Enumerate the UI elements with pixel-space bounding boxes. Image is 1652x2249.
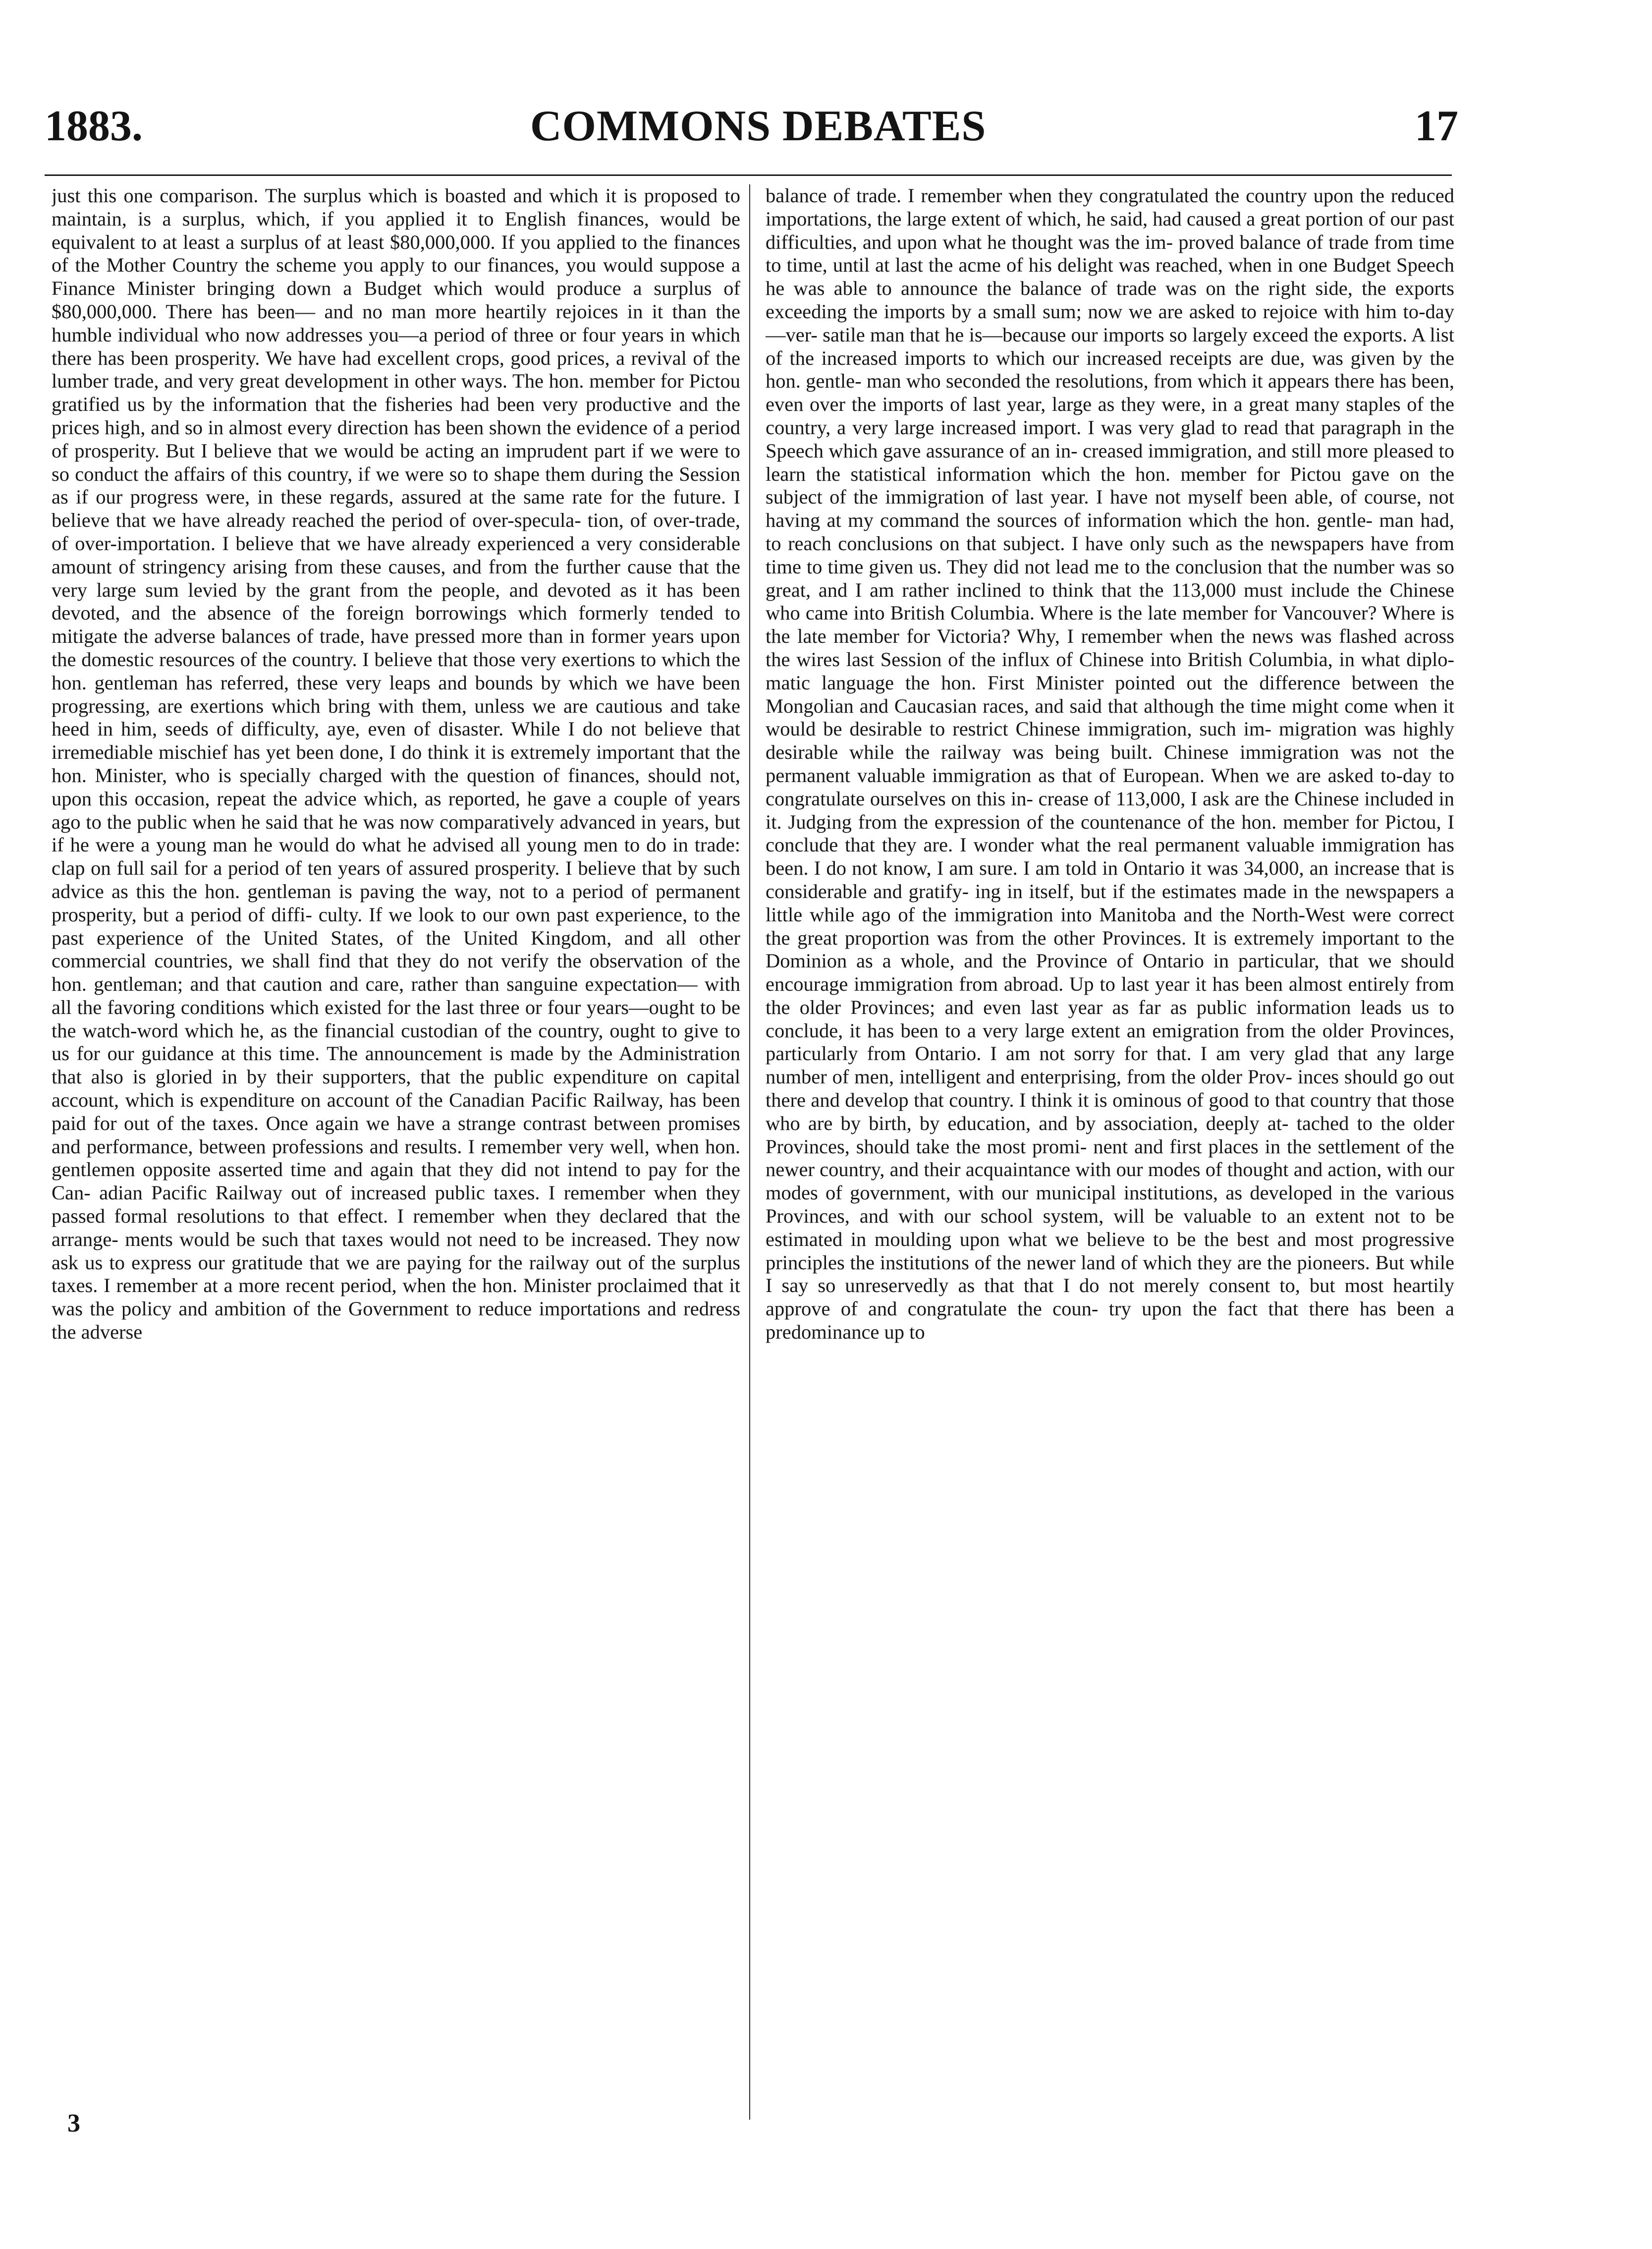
header-page-number: 17 <box>1415 102 1458 150</box>
signature-mark: 3 <box>67 2109 80 2137</box>
left-column <box>52 184 740 2127</box>
right-column-text: balance of trade. I remember when they congratulated the country upon the reduced importations, the large extent of which, he said, had caused a great portion of our past difficulties, and upon what he thought was the im- proved balance of trade from time to time, until at last the acme of his delight was reached, when in one Budget Speech he was able to announce the balance of trade was on the right side, the exports exceeding the imports by a small sum; now we are asked to rejoice with him to-day—ver- satile man that he is—because our imports so largely exceed the exports. A list of the increased imports to which our increased receipts are due, was given by the hon. gentle- man who seconded the resolutions, from which it appears there has been, even over the imports of last year, large as they were, in a great many staples of the country, a very large increased import. I was very glad to read that paragraph in the Speech which gave assurance of an in- creased immigration, and still more pleased to learn the statistical information which the hon. member for Pictou gave on the subject of the immigration of last year. I have not myself been able, of course, not having at my command the sources of information which the hon. gentle- man had, to reach conclusions on that subject. I have only such as the newspapers have from time to time given us. They did not lead me to the conclusion that the number was so great, and I am rather inclined to think that the 113,000 must include the Chinese who came into British Columbia. Where is the late member for Vancouver? Where is the late member for Victoria? Why, I remember when the news was flashed across the wires last Session of the influx of Chinese into British Columbia, in what diplo- matic language the hon. First Minister pointed out the difference between the Mongolian and Caucasian races, and said that although the time might come when it would be desirable to restrict Chinese immigration, such im- migration was highly desirable while the railway was being built. Chinese immigration was not the permanent valuable immigration as that of European. When we are asked to-day to congratulate ourselves on this in- crease of 113,000, I ask are the Chinese included in it. Judging from the expression of the countenance of the hon. member for Pictou, I conclude that they are. I wonder what the real permanent valuable immigration has been. I do not know, I am sure. I am told in Ontario it was 34,000, an increase that is considerable and gratify- ing in itself, but if the estimates made in the newspapers a little while ago of the immigration into Manitoba and the North-West were correct the great proportion was from the other Provinces. It is extremely important to the Dominion as a whole, and the Province of Ontario in particular, that we should encourage immigration from abroad. Up to last year it has been almost entirely from the older Provinces; and even last year as far as public information leads us to conclude, it has been to a very large extent an emigration from the older Provinces, particularly from Ontario. I am not sorry for that. I am very glad that any large number of men, intelligent and enterprising, from the older Prov- inces should go out there and develop that country. I think it is ominous of good to that country that those who are by birth, by education, and by association, deeply at- tached to the older Provinces, should take the most promi- nent and first places in the settlement of the newer country, and their acquaintance with our modes of thought and action, with our modes of government, with our municipal institutions, as developed in the various Provinces, and with our school system, will be valuable to an extent not to be estimated in moulding upon what we believe to be the best and most progressive principles the institutions of the newer land of which they are the pioneers. But while I say so unreservedly as that that I do not merely consent to, but most heartily approve of and congratulate the coun- try upon the fact that there has been a predominance up to <box>766 184 1454 1344</box>
left-column-text: just this one comparison. The surplus which is boasted and which it is proposed to maintain, is a surplus, which, if you applied it to English finances, would be equivalent to at least a surplus of at least $80,000,000. If you applied to the finances of the Mother Country the scheme you apply to our finances, you would suppose a Finance Minister bringing down a Budget which would produce a surplus of $80,000,000. There has been— and no man more heartily rejoices in it than the humble individual who now addresses you—a period of three or four years in which there has been prosperity. We have had excellent crops, good prices, a revival of the lumber trade, and very great development in other ways. The hon. member for Pictou gratified us by the information that the fisheries had been very productive and the prices high, and so in almost every direction has been shown the evidence of a period of prosperity. But I believe that we would be acting an imprudent part if we were to so conduct the affairs of this country, if we were so to shape them during the Session as if our progress were, in these regards, assured at the same rate for the future. I believe that we have already reached the period of over-specula- tion, of over-trade, of over-importation. I believe that we have already experienced a very considerable amount of stringency arising from these causes, and from the further cause that the very large sum levied by the grant from the people, and devoted as it has been devoted, and the absence of the foreign borrowings which formerly tended to mitigate the adverse balances of trade, have pressed more than in former years upon the domestic resources of the country. I believe that those very exertions to which the hon. gentleman has referred, these very leaps and bounds by which we have been progressing, are exertions which bring with them, unless we are cautious and take heed in him, seeds of difficulty, aye, even of disaster. While I do not believe that irremediable mischief has yet been done, I do think it is extremely important that the hon. Minister, who is specially charged with the question of finances, should not, upon this occasion, repeat the advice which, as reported, he gave a couple of years ago to the public when he said that he was now comparatively advanced in years, but if he were a young man he would do what he advised all young men to do in trade: clap on full sail for a period of ten years of assured prosperity. I believe that by such advice as this the hon. gentleman is paving the way, not to a period of permanent prosperity, but a period of diffi- culty. If we look to our own past experience, to the past experience of the United States, of the United Kingdom, and all other commercial countries, we shall find that they do not verify the observation of the hon. gentleman; and that caution and care, rather than sanguine expectation— with all the favoring conditions which existed for the last three or four years—ought to be the watch-word which he, as the financial custodian of the country, ought to give to us for our guidance at this time. The announcement is made by the Administration that also is gloried in by their supporters, that the public expenditure on capital account, which is expenditure on account of the Canadian Pacific Railway, has been paid for out of the taxes. Once again we have a strange contrast between promises and performance, between professions and results. I remember very well, when hon. gentlemen opposite asserted time and again that they did not intend to pay for the Can- adian Pacific Railway out of increased public taxes. I remember when they passed formal resolutions to that effect. I remember when they declared that the arrange- ments would be such that taxes would not need to be increased. They now ask us to express our gratitude that we are paying for the railway out of the surplus taxes. I remember at a more recent period, when the hon. Minister proclaimed that it was the policy and ambition of the Government to reduce importations and redress the adverse <box>52 184 740 1344</box>
header-title: COMMONS DEBATES <box>530 102 987 150</box>
right-column <box>766 184 1454 2127</box>
header-rule <box>45 174 1452 176</box>
column-divider <box>749 184 750 2120</box>
header-year: 1883. <box>45 102 143 150</box>
